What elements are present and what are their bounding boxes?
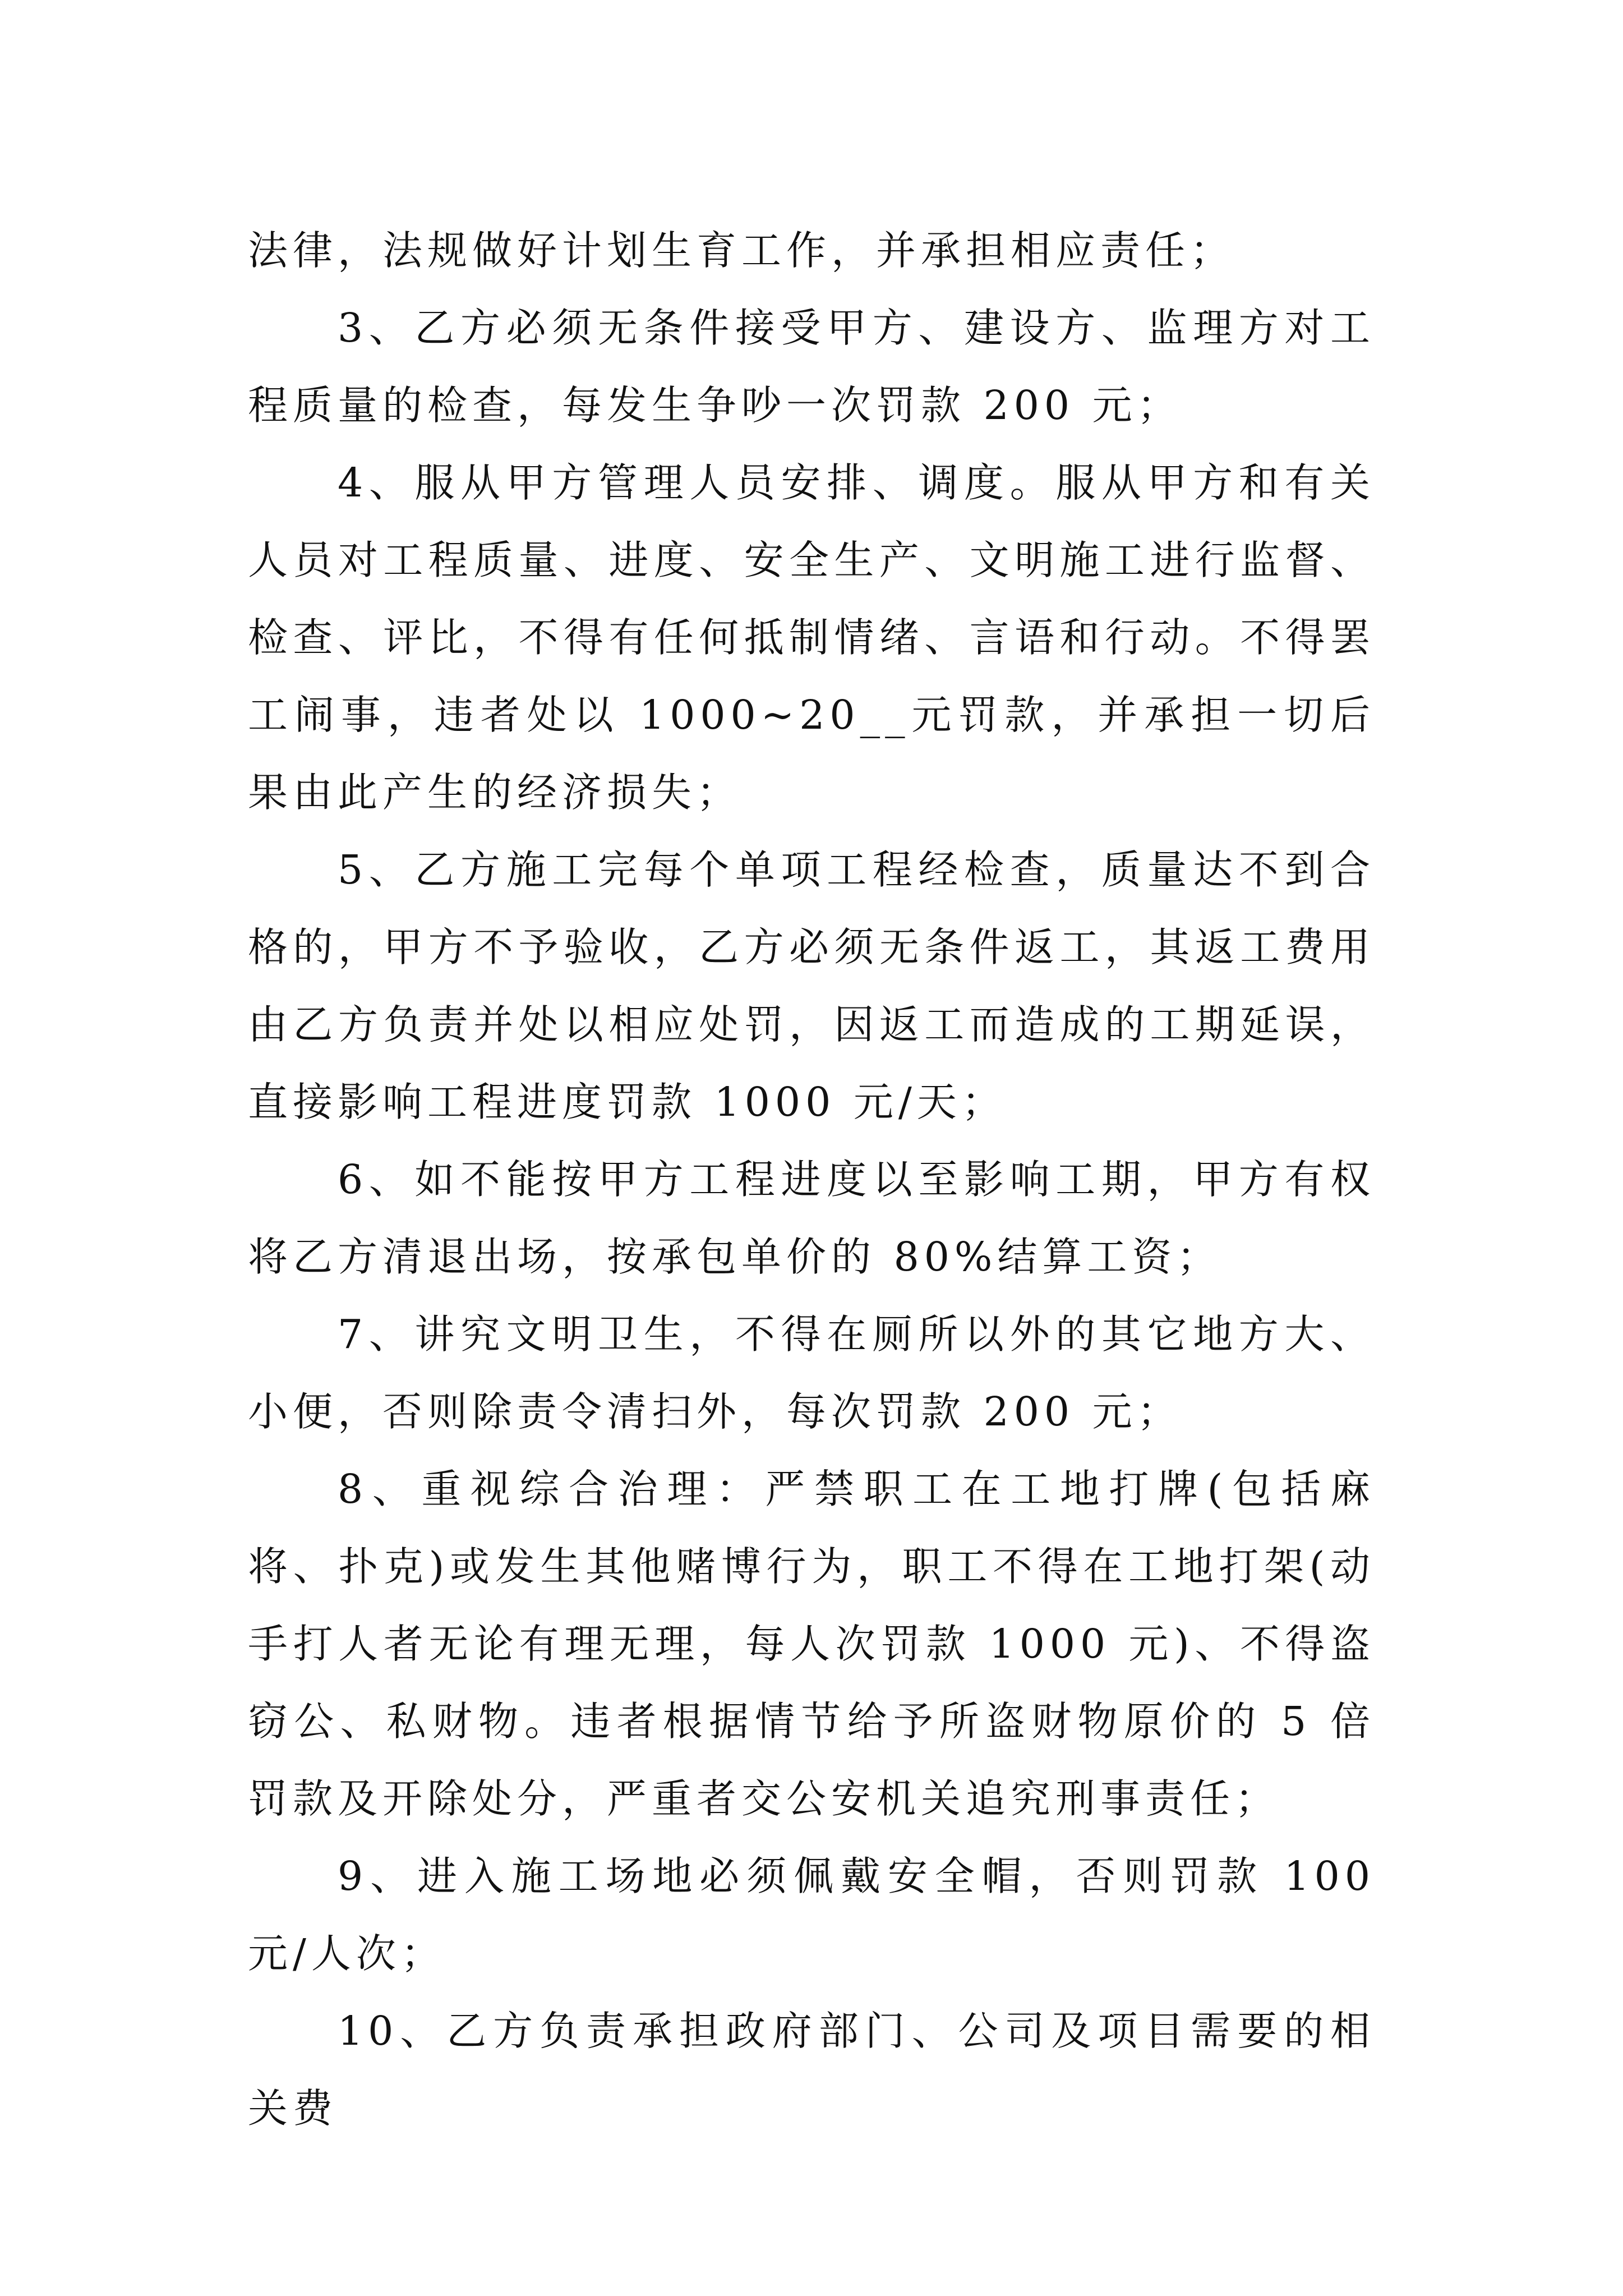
clause-10: 10、乙方负责承担政府部门、公司及项目需要的相关费 <box>248 2008 1375 2132</box>
clause-4: 4、服从甲方管理人员安排、调度。服从甲方和有关人员对工程质量、进度、安全生产、文明施工进行监督、检查、评比，不得有任何抵制情绪、言语和行动。不得罢工闹事，违者处以 1000~20__元罚款，并承担一切后果由此产生的经济损失； <box>248 459 1375 816</box>
clause-8: 8、重视综合治理：严禁职工在工地打牌(包括麻将、扑克)或发生其他赌博行为，职工不得在工地打架(动手打人者无论有理无理，每人次罚款 1000 元)、不得盗窃公、私财物。违者根据情节给予所盗财物原价的 5 倍罚款及开除处分，严重者交公安机关追究刑事责任； <box>248 1466 1375 1822</box>
paragraph-continuation: 法律，法规做好计划生育工作，并承担相应责任； <box>248 227 1235 274</box>
clause-7: 7、讲究文明卫生，不得在厕所以外的其它地方大、小便，否则除责令清扫外，每次罚款 200 元； <box>248 1311 1375 1435</box>
clause-9: 9、进入施工场地必须佩戴安全帽，否则罚款 100 元/人次； <box>248 1853 1375 1977</box>
clause-6: 6、如不能按甲方工程进度以至影响工期，甲方有权将乙方清退出场，按承包单价的 80%结算工资； <box>248 1156 1375 1280</box>
document-body <box>248 212 1375 2147</box>
clause-3: 3、乙方必须无条件接受甲方、建设方、监理方对工程质量的检查，每发生争吵一次罚款 200 元； <box>248 305 1375 429</box>
clause-5: 5、乙方施工完每个单项工程经检查，质量达不到合格的，甲方不予验收，乙方必须无条件返工，其返工费用由乙方负责并处以相应处罚，因返工而造成的工期延误，直接影响工程进度罚款 1000 元/天； <box>248 846 1375 1125</box>
